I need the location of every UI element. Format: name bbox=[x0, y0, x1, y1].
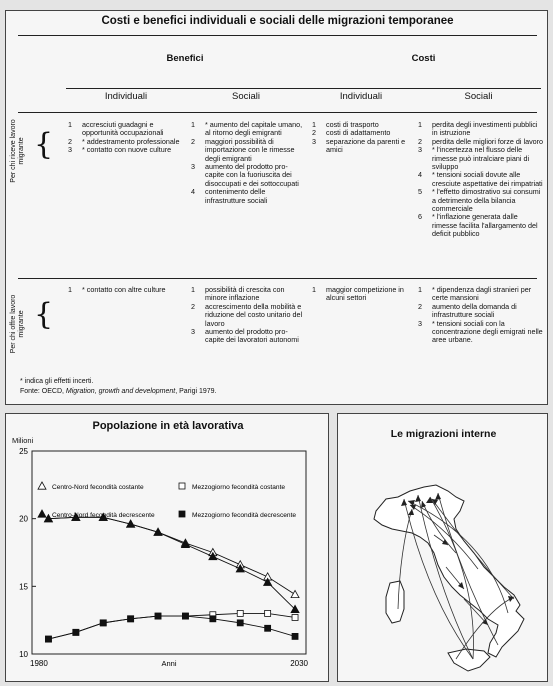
item-text: accrescimento della mobilità e riduzione del costo unitario del lavoro bbox=[205, 301, 303, 328]
item-number: 3 bbox=[418, 145, 422, 155]
header-benefici-sociali: Sociali bbox=[232, 91, 260, 102]
series-3-point bbox=[265, 610, 271, 616]
legend-marker-1 bbox=[38, 482, 46, 489]
item-text: possibilità di crescita con minore inflazione bbox=[205, 285, 285, 303]
series-4-point bbox=[128, 616, 134, 622]
item-text: perdita delle migliori forze di lavoro bbox=[432, 136, 544, 146]
row-label-offre: Per chi offre lavoro migrante bbox=[10, 294, 25, 354]
item-number: 3 bbox=[312, 136, 316, 146]
sicily-outline bbox=[448, 649, 490, 671]
item-text: contenimento delle infrastrutture sociali bbox=[205, 187, 268, 205]
working-age-population-chart bbox=[5, 413, 329, 682]
list-item bbox=[418, 171, 544, 188]
x-tick-label: 2030 bbox=[290, 659, 308, 668]
item-number: 2 bbox=[191, 301, 195, 311]
list-item bbox=[191, 138, 303, 163]
legend-label-1: Centro-Nord fecondità costante bbox=[52, 484, 144, 491]
row-label-riceve: Per chi riceve lavoro migrante bbox=[10, 119, 25, 183]
line-chart bbox=[6, 429, 328, 681]
item-text: aumento del prodotto pro-capite dei lavoratori autonomi bbox=[205, 327, 299, 345]
legend-marker-3 bbox=[179, 483, 185, 489]
header-costi-sociali: Sociali bbox=[464, 91, 493, 102]
y-tick-label: 10 bbox=[19, 650, 28, 659]
col-costi-individuali-row1 bbox=[312, 121, 416, 155]
item-number: 1 bbox=[191, 285, 195, 294]
col-costi-sociali-row1 bbox=[418, 121, 544, 239]
list-item bbox=[191, 286, 303, 303]
list-item bbox=[191, 121, 303, 138]
series-3-point bbox=[292, 614, 298, 620]
item-number: 4 bbox=[418, 170, 422, 180]
item-text: maggior competizione in alcuni settori bbox=[326, 285, 404, 303]
item-number: 3 bbox=[191, 327, 195, 337]
internal-migration-map bbox=[337, 413, 548, 682]
chart-y-axis-label: Milioni bbox=[12, 436, 34, 445]
series-1-point bbox=[291, 590, 299, 597]
series-4-point bbox=[182, 613, 188, 619]
header-benefici: Benefici bbox=[166, 53, 204, 64]
list-item bbox=[191, 188, 303, 205]
y-tick-label: 25 bbox=[19, 447, 28, 456]
legend-label-3: Mezzogiorno fecondità costante bbox=[192, 484, 286, 491]
item-number: 4 bbox=[191, 187, 195, 197]
source-note: Fonte: OECD, Migration, growth and development, Parigi 1979. bbox=[20, 388, 217, 395]
list-item bbox=[68, 286, 188, 294]
header-costi: Costi bbox=[411, 53, 436, 64]
item-text: * tensioni sociali dovute alle cresciute aspettative dei rimpatriati bbox=[432, 170, 543, 188]
item-number: 2 bbox=[68, 136, 72, 146]
list-item bbox=[418, 213, 544, 238]
item-number: 2 bbox=[418, 301, 422, 311]
item-text: aumento della domanda di infrastrutture sociali bbox=[432, 301, 517, 320]
series-line-1 bbox=[48, 517, 295, 594]
list-item bbox=[191, 303, 303, 328]
item-number: 2 bbox=[418, 136, 422, 146]
item-number: 6 bbox=[418, 212, 422, 222]
item-text: maggiori possibilità di importazione con le rimesse degli emigranti bbox=[205, 136, 295, 163]
series-4-point bbox=[210, 616, 216, 622]
list-item bbox=[68, 146, 188, 154]
header-rule bbox=[66, 88, 541, 89]
header-benefici-individuali: Individuali bbox=[104, 91, 148, 102]
item-text: * contatto con altre culture bbox=[82, 285, 166, 294]
list-item bbox=[312, 286, 416, 303]
legend-marker-2 bbox=[38, 510, 46, 517]
sardinia-outline bbox=[386, 581, 404, 623]
item-number: 1 bbox=[68, 285, 72, 294]
italy-migration-map bbox=[338, 449, 547, 679]
item-text: * l'effetto dimostrativo sui consumi a detrimento della bilancia commerciale bbox=[432, 187, 541, 214]
series-3-point bbox=[237, 610, 243, 616]
item-text: * l'incertezza nel flusso delle rimesse può intralciare piani di sviluppo bbox=[432, 145, 530, 172]
col-benefici-sociali-row2 bbox=[191, 286, 303, 345]
title-rule bbox=[18, 35, 537, 36]
subheader-rule bbox=[18, 112, 537, 113]
item-text: separazione da parenti e amici bbox=[326, 136, 406, 155]
item-number: 3 bbox=[418, 318, 422, 328]
y-tick-label: 15 bbox=[19, 582, 28, 592]
list-item bbox=[191, 163, 303, 188]
item-number: 1 bbox=[68, 120, 72, 129]
series-4-point bbox=[100, 620, 106, 626]
table-title: Costi e benefici individuali e sociali delle migrazioni temporanee bbox=[101, 15, 454, 27]
item-number: 2 bbox=[191, 136, 195, 146]
item-number: 3 bbox=[68, 145, 72, 155]
header-costi-individuali: Individuali bbox=[339, 91, 383, 102]
item-number: 5 bbox=[418, 187, 422, 197]
item-text: aumento del prodotto pro-capite con la fuoriuscita dei disoccupati e dei sottoccupati bbox=[205, 162, 299, 188]
item-number: 3 bbox=[191, 162, 195, 172]
col-costi-sociali-row2 bbox=[418, 286, 544, 345]
item-number: 1 bbox=[191, 120, 195, 129]
item-number: 1 bbox=[312, 285, 316, 294]
list-item bbox=[418, 303, 544, 320]
legend-label-2: Centro-Nord fecondità decrescente bbox=[52, 512, 155, 519]
migration-cost-benefit-table bbox=[5, 10, 548, 405]
item-text: perdita degli investimenti pubblici in istruzione bbox=[432, 120, 538, 138]
item-text: * contatto con nuove culture bbox=[82, 145, 172, 155]
series-4-point bbox=[237, 620, 243, 626]
item-text: * tensioni sociali con la concentrazione degli emigrati nelle aree urbane. bbox=[432, 318, 543, 345]
list-item bbox=[312, 138, 416, 155]
list-item bbox=[418, 146, 544, 171]
map-title: Le migrazioni interne bbox=[390, 428, 497, 440]
series-4-point bbox=[292, 633, 298, 639]
item-number: 2 bbox=[312, 128, 316, 138]
item-number: 1 bbox=[418, 120, 422, 129]
item-number: 1 bbox=[312, 120, 316, 129]
col-benefici-individuali-row1 bbox=[68, 121, 188, 155]
item-text: * aumento del capitale umano, al ritorno degli emigranti bbox=[205, 120, 303, 138]
x-axis-label: Anni bbox=[161, 659, 177, 668]
legend-label-4: Mezzogiorno fecondità decrescente bbox=[192, 512, 297, 519]
legend-marker-4 bbox=[179, 511, 185, 517]
x-tick-label: 1980 bbox=[30, 659, 48, 668]
brace-row-2: { bbox=[34, 297, 54, 332]
series-4-point bbox=[265, 625, 271, 631]
item-text: * l'inflazione generata dalle rimesse facilita l'allargamento del deficit pubblico bbox=[432, 212, 538, 239]
list-item bbox=[418, 188, 544, 213]
series-4-point bbox=[73, 629, 79, 635]
note-uncertain: * indica gli effetti incerti. bbox=[20, 378, 94, 385]
y-tick-label: 20 bbox=[19, 514, 28, 524]
item-text: * dipendenza dagli stranieri per certe mansioni bbox=[432, 285, 532, 303]
list-item bbox=[418, 320, 544, 345]
col-benefici-individuali-row2 bbox=[68, 286, 188, 294]
row-rule bbox=[18, 278, 537, 279]
series-4-point bbox=[155, 613, 161, 619]
list-item bbox=[191, 328, 303, 345]
col-costi-individuali-row2 bbox=[312, 286, 416, 303]
item-text: * addestramento professionale bbox=[82, 136, 180, 146]
plot-frame bbox=[32, 451, 306, 654]
chart-title: Popolazione in età lavorativa bbox=[92, 420, 244, 432]
series-line-2 bbox=[48, 517, 295, 609]
col-benefici-sociali-row1 bbox=[191, 121, 303, 205]
item-text: costi di trasporto bbox=[326, 120, 379, 129]
list-item bbox=[418, 286, 544, 303]
item-text: accresciuti guadagni e opportunità occupazionali bbox=[82, 120, 164, 138]
brace-row-1: { bbox=[34, 127, 54, 162]
list-item bbox=[418, 121, 544, 138]
series-4-point bbox=[45, 636, 51, 642]
list-item bbox=[68, 121, 188, 138]
series-line-4 bbox=[48, 616, 295, 639]
item-text: costi di adattamento bbox=[326, 128, 391, 138]
item-number: 1 bbox=[418, 285, 422, 294]
